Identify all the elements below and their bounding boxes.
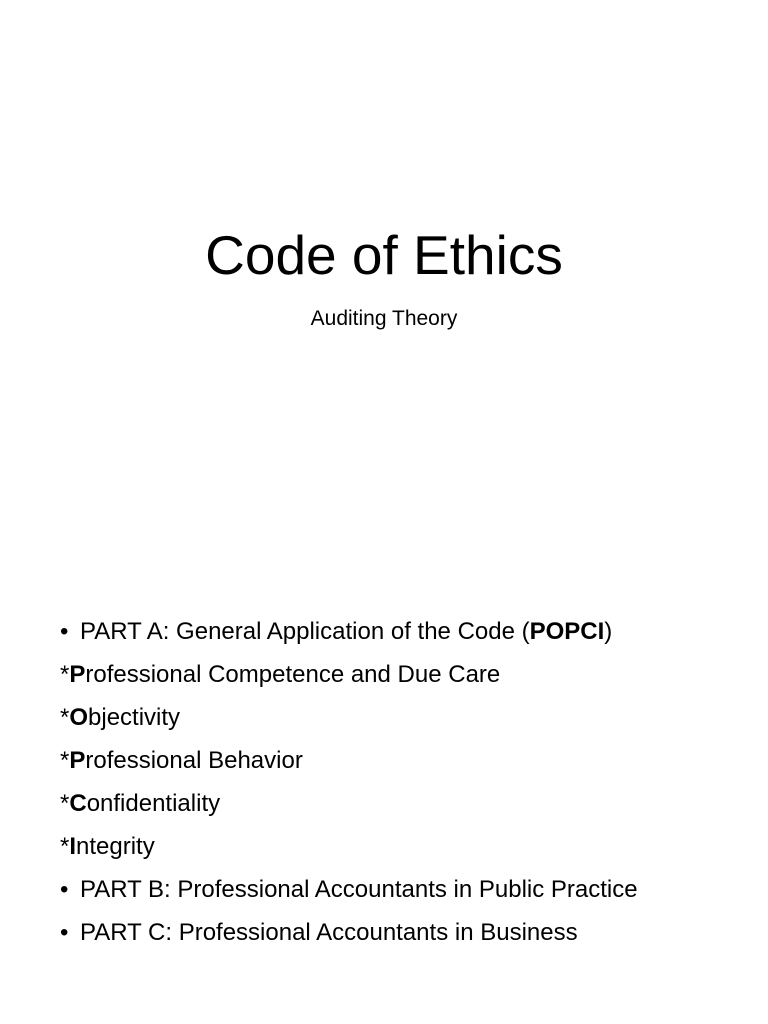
slide-title: Code of Ethics <box>205 224 563 286</box>
bullet-part-a <box>60 610 750 653</box>
principle-item <box>60 739 750 782</box>
bullet-part-c <box>60 911 750 954</box>
principle-item <box>60 825 750 868</box>
principle-rest: bjectivity <box>88 704 181 731</box>
principle-item <box>60 653 750 696</box>
principle-prefix: * <box>60 790 70 817</box>
principle-item <box>60 696 750 739</box>
bullet-icon: • <box>60 876 69 903</box>
principle-initial: I <box>69 833 77 860</box>
principle-item <box>60 782 750 825</box>
principle-prefix: * <box>60 833 70 860</box>
bullet-icon: • <box>60 618 69 645</box>
principle-prefix: * <box>60 661 70 688</box>
part-a-close: ) <box>604 618 613 645</box>
principle-prefix: * <box>60 704 70 731</box>
slide-subtitle: Auditing Theory <box>310 307 458 330</box>
bullet-icon: • <box>60 919 69 946</box>
principle-rest: ntegrity <box>76 833 155 860</box>
acronym: POPCI <box>529 618 605 645</box>
principle-initial: C <box>69 790 87 817</box>
principle-rest: onfidentiality <box>86 790 221 817</box>
part-a-text: PART A: General Application of the Code ( <box>80 618 530 645</box>
slide-content-list <box>60 610 750 954</box>
bullet-part-b <box>60 868 750 911</box>
principle-rest: rofessional Competence and Due Care <box>85 661 501 688</box>
principle-initial: P <box>69 661 86 688</box>
part-c-text: PART C: Professional Accountants in Business <box>80 919 578 946</box>
principle-prefix: * <box>60 747 70 774</box>
principle-initial: P <box>69 747 86 774</box>
part-b-text: PART B: Professional Accountants in Public Practice <box>80 876 638 903</box>
principle-rest: rofessional Behavior <box>85 747 303 774</box>
principle-initial: O <box>69 704 89 731</box>
